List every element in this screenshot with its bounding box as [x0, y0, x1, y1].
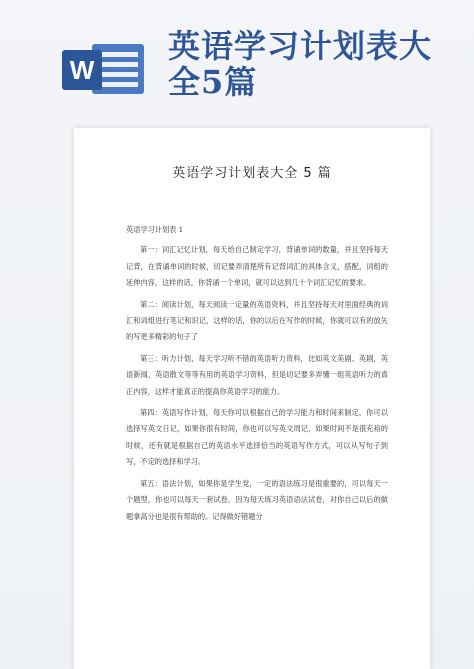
document-body [126, 222, 388, 530]
paragraph-vocabulary: 第一：词汇记忆计划，每天给自己制定学习，背诵单词的数量，并且坚持每天记背，在背诵单词的时候，切记要弄清楚所有记背词汇的具体含义，搭配，词组的延伸内容，这样的话，你背诵一个单词，就可以达到几十个词汇记忆的要求。 [126, 245, 388, 288]
microsoft-word-icon [62, 40, 148, 98]
paragraph-writing: 第四：英语写作计划，每天你可以根据自己的学习能力和时间来制定，你可以选择写英文日记，如果你很有时间，你也可以写英文周记，如果时间不是很充裕的时候，还有就是根据自己的英语水平选择恰当的英语写作方式，可以从写句子到写，不定的选择和学习。 [126, 408, 388, 467]
svg-text:W: W [69, 55, 95, 85]
paragraph-grammar: 第五：语法计划，如果你是学生党，一定的语法练习是很重要的，可以每天一个题型，你也可以每天一套试卷，因为每天练习英语语法试卷，对你自己以后的做题拿高分也是很有帮助的。记得做好错题分 [126, 478, 388, 521]
document-page [74, 128, 430, 669]
document-title: 英语学习计划表大全 5 篇 [172, 166, 332, 181]
document-subtitle: 英语学习计划表 1 [126, 225, 184, 234]
paragraph-listening: 第三：听力计划，每天学习听不错的英语听力资料，比如英文美剧、英剧，英语新闻，英语散文等等有用的英语学习资料，但是切记要多弄懂一组英语听力的真正内容，这样才能真正的提高你英语学习的能力。 [126, 353, 388, 396]
page-title: 英语学习计划表大全5篇 [168, 27, 433, 101]
paragraph-reading: 第二：阅读计划，每天阅读一定量的英语资料，并且坚持每天对里面经典的词汇和词组进行笔记和识记，这样的话，你的以后在写作的时候，你就可以有的放矢的写更多精彩的句子了 [126, 299, 388, 342]
